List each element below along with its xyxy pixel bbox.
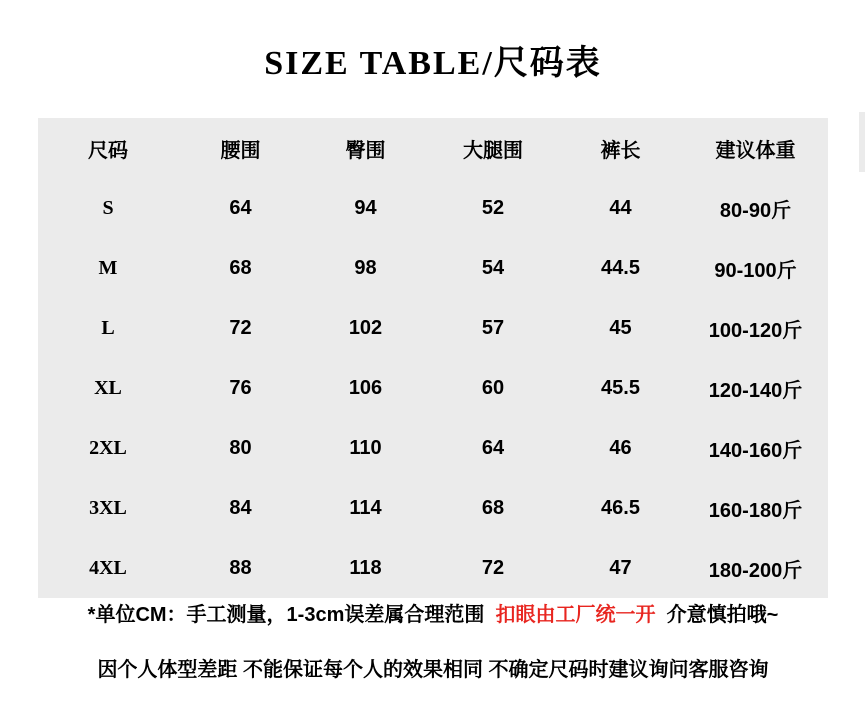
right-edge-marker <box>859 112 865 172</box>
cell-thigh: 72 <box>428 538 558 598</box>
cell-length: 46 <box>558 418 683 478</box>
note-line-body-shape: 因个人体型差距 不能保证每个人的效果相同 不确定尺码时建议询问客服咨询 <box>97 659 769 681</box>
column-header-thigh: 大腿围 <box>428 118 558 178</box>
table-row <box>38 178 828 238</box>
cell-size: S <box>38 178 178 238</box>
cell-thigh: 68 <box>428 478 558 538</box>
column-header-size: 尺码 <box>38 118 178 178</box>
page-title: SIZE TABLE/尺码表 <box>264 44 602 82</box>
size-table <box>38 118 828 598</box>
cell-weight: 160-180斤 <box>683 478 828 538</box>
cell-hip: 118 <box>303 538 428 598</box>
cell-thigh: 64 <box>428 418 558 478</box>
table-header <box>38 118 828 178</box>
cell-waist: 68 <box>178 238 303 298</box>
cell-size: 3XL <box>38 478 178 538</box>
cell-length: 45.5 <box>558 358 683 418</box>
cell-waist: 72 <box>178 298 303 358</box>
cell-weight: 180-200斤 <box>683 538 828 598</box>
column-header-length: 裤长 <box>558 118 683 178</box>
table-row <box>38 298 828 358</box>
cell-waist: 64 <box>178 178 303 238</box>
cell-waist: 84 <box>178 478 303 538</box>
cell-weight: 80-90斤 <box>683 178 828 238</box>
cell-size: M <box>38 238 178 298</box>
column-header-waist: 腰围 <box>178 118 303 178</box>
cell-weight: 140-160斤 <box>683 418 828 478</box>
cell-length: 47 <box>558 538 683 598</box>
table-header-row <box>38 118 828 178</box>
cell-thigh: 57 <box>428 298 558 358</box>
table-body <box>38 178 828 598</box>
cell-weight: 120-140斤 <box>683 358 828 418</box>
cell-size: 4XL <box>38 538 178 598</box>
cell-hip: 98 <box>303 238 428 298</box>
cell-thigh: 60 <box>428 358 558 418</box>
note-caution-text: 介意慎拍哦~ <box>666 604 779 626</box>
table-row <box>38 478 828 538</box>
cell-weight: 100-120斤 <box>683 298 828 358</box>
cell-hip: 114 <box>303 478 428 538</box>
cell-waist: 80 <box>178 418 303 478</box>
title-band <box>38 0 828 118</box>
cell-hip: 102 <box>303 298 428 358</box>
note-measurement-text: *单位CM：手工测量，1-3cm误差属合理范围 <box>87 604 485 626</box>
column-header-weight: 建议体重 <box>683 118 828 178</box>
cell-weight: 90-100斤 <box>683 238 828 298</box>
note-highlight-text: 扣眼由工厂统一开 <box>495 604 656 626</box>
note-line-measurement <box>0 598 866 627</box>
cell-thigh: 52 <box>428 178 558 238</box>
cell-waist: 88 <box>178 538 303 598</box>
cell-size: XL <box>38 358 178 418</box>
cell-hip: 106 <box>303 358 428 418</box>
table-row <box>38 358 828 418</box>
cell-length: 44 <box>558 178 683 238</box>
cell-hip: 94 <box>303 178 428 238</box>
cell-length: 46.5 <box>558 478 683 538</box>
cell-size: L <box>38 298 178 358</box>
cell-waist: 76 <box>178 358 303 418</box>
table-row <box>38 238 828 298</box>
table-row <box>38 418 828 478</box>
cell-size: 2XL <box>38 418 178 478</box>
notes-section <box>0 580 866 682</box>
cell-thigh: 54 <box>428 238 558 298</box>
cell-length: 45 <box>558 298 683 358</box>
cell-length: 44.5 <box>558 238 683 298</box>
cell-hip: 110 <box>303 418 428 478</box>
column-header-hip: 臀围 <box>303 118 428 178</box>
